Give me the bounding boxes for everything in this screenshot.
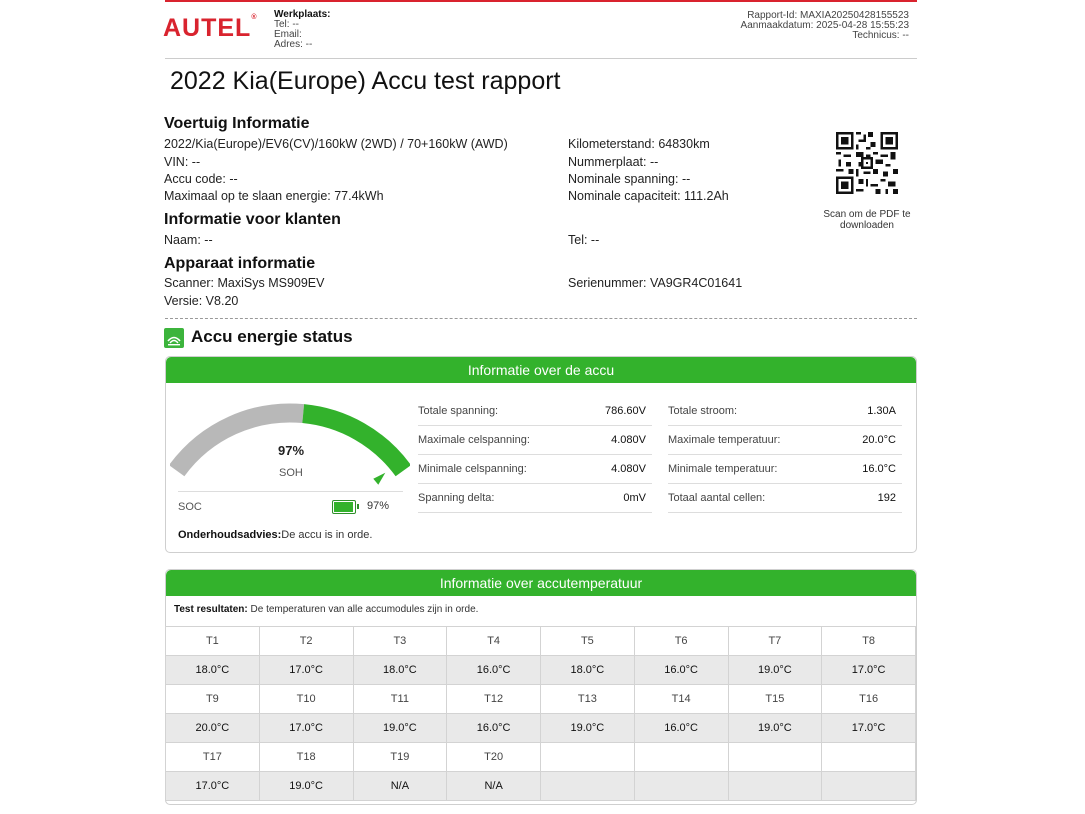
vehicle-accu-code: Accu code: --	[164, 172, 238, 186]
device-serial: Serienummer: VA9GR4C01641	[568, 276, 743, 290]
accu-info-key: Spanning delta:	[418, 492, 495, 504]
accu-info-key: Maximale celspanning:	[418, 434, 530, 446]
accu-info-value: 1.30A	[867, 405, 896, 417]
temp-sensor-value: 17.0°C	[822, 656, 916, 685]
battery-status-icon	[164, 328, 184, 348]
soh-value: 97%	[278, 443, 305, 458]
temp-sensor-value: 17.0°C	[166, 772, 260, 801]
temp-sensor-label: T5	[541, 627, 635, 656]
vehicle-heading: Voertuig Informatie	[164, 115, 310, 132]
soc-divider	[178, 491, 403, 492]
temp-sensor-value: 17.0°C	[259, 656, 353, 685]
vehicle-mileage: Kilometerstand: 64830km	[568, 137, 710, 151]
vehicle-nominal-capacity: Nominale capaciteit: 111.2Ah	[568, 189, 729, 203]
accu-info-key: Totaal aantal cellen:	[668, 492, 766, 504]
temp-sensor-value: 18.0°C	[353, 656, 447, 685]
accu-info-title: Informatie over de accu	[166, 357, 916, 383]
temp-sensor-label: T18	[259, 743, 353, 772]
accu-info-row	[668, 397, 902, 426]
accu-info-row	[668, 484, 902, 513]
temp-sensor-label: T2	[259, 627, 353, 656]
temp-sensor-value: 19.0°C	[541, 714, 635, 743]
device-scanner: Scanner: MaxiSys MS909EV	[164, 276, 325, 290]
soh-gauge-marker	[373, 473, 385, 485]
accu-info-row	[418, 397, 652, 426]
vehicle-nominal-voltage: Nominale spanning: --	[568, 172, 691, 186]
workshop-info	[274, 10, 331, 50]
temp-sensor-value: N/A	[353, 772, 447, 801]
accu-info-value: 16.0°C	[862, 463, 896, 475]
temp-sensor-value: 18.0°C	[541, 656, 635, 685]
temp-sensor-value: 17.0°C	[259, 714, 353, 743]
temp-sensor-label: T19	[353, 743, 447, 772]
accu-info-value: 4.080V	[611, 434, 646, 446]
temp-sensor-label: T7	[728, 627, 822, 656]
empty-cell	[541, 743, 635, 772]
header-divider	[165, 58, 917, 59]
energy-status-heading: Accu energie status	[191, 327, 353, 346]
report-technician: Technicus: --	[852, 30, 909, 41]
temp-sensor-label: T6	[634, 627, 728, 656]
temp-sensor-value: 18.0°C	[166, 656, 260, 685]
accu-info-row	[418, 455, 652, 484]
test-results-label: Test resultaten:	[174, 604, 248, 615]
accu-info-row	[668, 426, 902, 455]
vehicle-model: 2022/Kia(Europe)/EV6(CV)/160kW (2WD) / 70+160kW (AWD)	[164, 137, 508, 151]
vehicle-max-energy: Maximaal op te slaan energie: 77.4kWh	[164, 189, 384, 203]
accu-info-value: 20.0°C	[862, 434, 896, 446]
temp-sensor-value: N/A	[447, 772, 541, 801]
workshop-tel: Tel: --	[274, 19, 299, 30]
empty-cell	[728, 772, 822, 801]
advice-label: Onderhoudsadvies:	[178, 529, 282, 541]
temp-sensor-label: T20	[447, 743, 541, 772]
report-date: Aanmaakdatum: 2025-04-28 15:55:23	[740, 20, 909, 31]
temp-sensor-label: T14	[634, 685, 728, 714]
test-results-text: De temperaturen van alle accumodules zijn in orde.	[250, 604, 479, 615]
temp-sensor-value: 16.0°C	[634, 656, 728, 685]
accu-info-value: 4.080V	[611, 463, 646, 475]
temp-sensor-value: 16.0°C	[634, 714, 728, 743]
workshop-label: Werkplaats:	[274, 9, 331, 20]
qr-caption: Scan om de PDF te downloaden	[823, 209, 911, 231]
temp-sensor-label: T10	[259, 685, 353, 714]
empty-cell	[728, 743, 822, 772]
accu-info-row	[418, 484, 652, 513]
device-version: Versie: V8.20	[164, 294, 239, 308]
temp-sensor-label: T11	[353, 685, 447, 714]
autel-logo: AUTEL®	[163, 14, 258, 42]
accu-info-value: 0mV	[623, 492, 646, 504]
empty-cell	[634, 772, 728, 801]
advice-text: De accu is in orde.	[281, 529, 373, 541]
test-results	[174, 604, 478, 615]
temp-sensor-value: 19.0°C	[353, 714, 447, 743]
temp-sensor-value: 17.0°C	[822, 714, 916, 743]
accu-info-key: Totale spanning:	[418, 405, 499, 417]
accu-info-value: 786.60V	[605, 405, 646, 417]
temp-sensor-value: 16.0°C	[447, 656, 541, 685]
customer-tel: Tel: --	[568, 233, 600, 247]
empty-cell	[541, 772, 635, 801]
battery-icon	[332, 500, 356, 514]
vehicle-plate: Nummerplaat: --	[568, 155, 659, 169]
accu-info-key: Minimale temperatuur:	[668, 463, 778, 475]
soh-label: SOH	[279, 467, 303, 479]
maintenance-advice	[178, 529, 372, 541]
temp-sensor-value: 20.0°C	[166, 714, 260, 743]
temp-sensor-label: T3	[353, 627, 447, 656]
temp-sensor-label: T16	[822, 685, 916, 714]
temp-sensor-label: T13	[541, 685, 635, 714]
temp-sensor-label: T8	[822, 627, 916, 656]
empty-cell	[822, 772, 916, 801]
section-divider	[165, 318, 917, 319]
temp-sensor-value: 19.0°C	[728, 656, 822, 685]
accu-info-row	[418, 426, 652, 455]
empty-cell	[822, 743, 916, 772]
customer-name: Naam: --	[164, 233, 213, 247]
top-accent-bar	[165, 0, 917, 2]
workshop-adres: Adres: --	[274, 39, 313, 50]
temperature-table	[165, 626, 916, 801]
accu-info-value: 192	[877, 492, 896, 504]
soc-label: SOC	[178, 501, 202, 513]
customer-heading: Informatie voor klanten	[164, 211, 341, 228]
temperature-title: Informatie over accutemperatuur	[166, 570, 916, 596]
accu-info-key: Minimale celspanning:	[418, 463, 527, 475]
empty-cell	[634, 743, 728, 772]
accu-info-row	[668, 455, 902, 484]
temp-sensor-value: 19.0°C	[259, 772, 353, 801]
vehicle-vin: VIN: --	[164, 155, 201, 169]
temp-sensor-label: T1	[166, 627, 260, 656]
page-title: 2022 Kia(Europe) Accu test rapport	[170, 67, 561, 95]
qr-code-icon[interactable]	[836, 132, 898, 194]
temp-sensor-label: T17	[166, 743, 260, 772]
report-meta	[741, 11, 909, 41]
accu-info-key: Maximale temperatuur:	[668, 434, 781, 446]
report-id: Rapport-Id: MAXIA20250428155523	[747, 10, 909, 21]
soc-value: 97%	[367, 500, 390, 512]
temp-sensor-label: T12	[447, 685, 541, 714]
device-heading: Apparaat informatie	[164, 255, 316, 272]
temp-sensor-label: T9	[166, 685, 260, 714]
temp-sensor-label: T15	[728, 685, 822, 714]
accu-info-key: Totale stroom:	[668, 405, 738, 417]
workshop-email: Email:	[274, 29, 302, 40]
temp-sensor-value: 19.0°C	[728, 714, 822, 743]
temp-sensor-value: 16.0°C	[447, 714, 541, 743]
temp-sensor-label: T4	[447, 627, 541, 656]
